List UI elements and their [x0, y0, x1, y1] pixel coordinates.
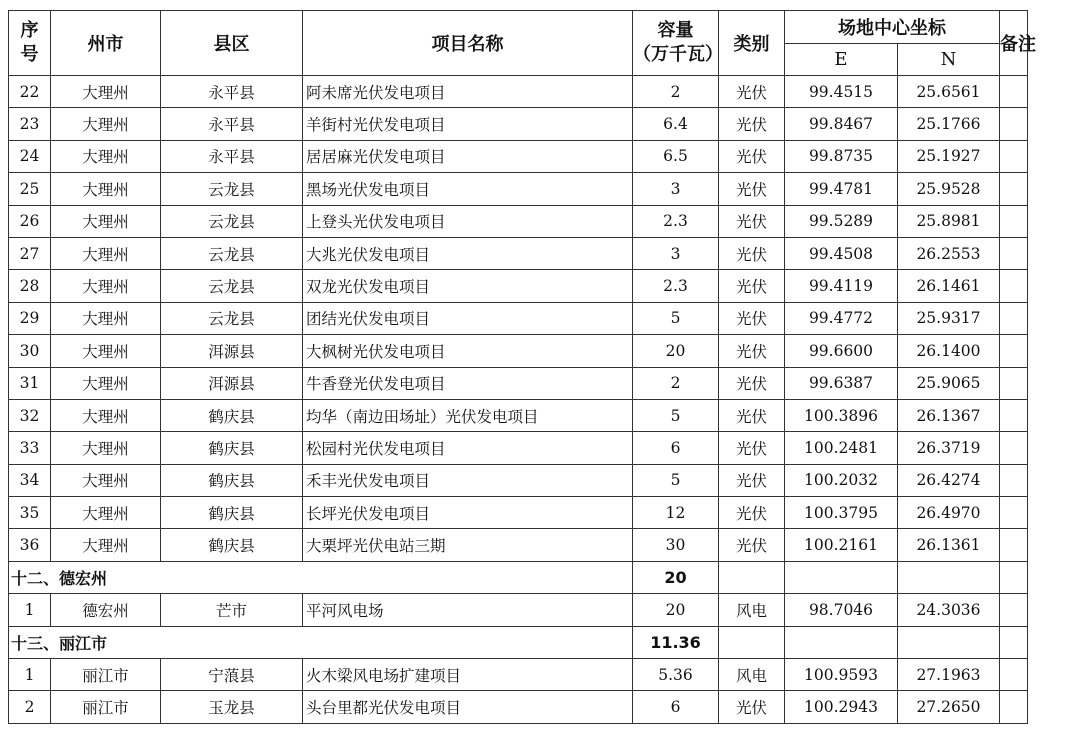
cell-note: [1000, 691, 1028, 723]
cell-capacity: 2.3: [633, 205, 719, 237]
section-empty-n: [898, 561, 1000, 593]
cell-latitude: 26.1400: [898, 335, 1000, 367]
cell-note: [1000, 367, 1028, 399]
cell-note: [1000, 335, 1028, 367]
table-row: [9, 367, 1028, 399]
cell-note: [1000, 108, 1028, 140]
cell-seq: 28: [9, 270, 51, 302]
cell-capacity: 6: [633, 691, 719, 723]
cell-seq: 1: [9, 594, 51, 626]
cell-city: 大理州: [51, 270, 161, 302]
cell-capacity: 3: [633, 237, 719, 269]
table-row: [9, 302, 1028, 334]
cell-capacity: 5.36: [633, 659, 719, 691]
cell-latitude: 24.3036: [898, 594, 1000, 626]
section-empty-type: [719, 626, 785, 658]
cell-capacity: 2: [633, 367, 719, 399]
cell-longitude: 99.6600: [785, 335, 898, 367]
cell-latitude: 25.9065: [898, 367, 1000, 399]
cell-type: 光伏: [719, 432, 785, 464]
cell-latitude: 25.1927: [898, 140, 1000, 172]
cell-county: 鹤庆县: [161, 497, 303, 529]
cell-type: 光伏: [719, 691, 785, 723]
cell-longitude: 99.4508: [785, 237, 898, 269]
cell-project-name: 大栗坪光伏电站三期: [303, 529, 633, 561]
cell-seq: 33: [9, 432, 51, 464]
header-n: N: [898, 44, 1000, 76]
cell-latitude: 26.1461: [898, 270, 1000, 302]
cell-type: 光伏: [719, 399, 785, 431]
cell-project-name: 平河风电场: [303, 594, 633, 626]
cell-seq: 31: [9, 367, 51, 399]
cell-project-name: 长坪光伏发电项目: [303, 497, 633, 529]
cell-note: [1000, 464, 1028, 496]
cell-type: 光伏: [719, 367, 785, 399]
cell-city: 丽江市: [51, 659, 161, 691]
cell-city: 大理州: [51, 108, 161, 140]
cell-type: 光伏: [719, 335, 785, 367]
cell-county: 玉龙县: [161, 691, 303, 723]
section-empty-type: [719, 561, 785, 593]
cell-longitude: 100.2943: [785, 691, 898, 723]
cell-type: 光伏: [719, 464, 785, 496]
cell-note: [1000, 497, 1028, 529]
table-row: [9, 140, 1028, 172]
cell-longitude: 100.3896: [785, 399, 898, 431]
cell-type: 光伏: [719, 237, 785, 269]
table-body: [9, 76, 1028, 724]
cell-type: 风电: [719, 594, 785, 626]
cell-longitude: 99.8467: [785, 108, 898, 140]
header-e: E: [785, 44, 898, 76]
cell-seq: 29: [9, 302, 51, 334]
header-note: 备注: [1000, 11, 1028, 76]
table-row: [9, 205, 1028, 237]
table-row: [9, 76, 1028, 108]
table-row: [9, 173, 1028, 205]
cell-capacity: 6.4: [633, 108, 719, 140]
cell-type: 光伏: [719, 205, 785, 237]
cell-project-name: 火木梁风电场扩建项目: [303, 659, 633, 691]
header-seq: [9, 11, 51, 76]
cell-city: 大理州: [51, 399, 161, 431]
cell-county: 云龙县: [161, 237, 303, 269]
header-county: 县区: [161, 11, 303, 76]
cell-project-name: 大枫树光伏发电项目: [303, 335, 633, 367]
cell-note: [1000, 529, 1028, 561]
cell-longitude: 100.3795: [785, 497, 898, 529]
cell-county: 鹤庆县: [161, 432, 303, 464]
section-row: [9, 626, 1028, 658]
cell-city: 丽江市: [51, 691, 161, 723]
cell-city: 大理州: [51, 302, 161, 334]
cell-longitude: 98.7046: [785, 594, 898, 626]
cell-project-name: 双龙光伏发电项目: [303, 270, 633, 302]
cell-capacity: 30: [633, 529, 719, 561]
table-row: [9, 691, 1028, 723]
cell-county: 宁蒗县: [161, 659, 303, 691]
cell-county: 鹤庆县: [161, 529, 303, 561]
header-seq-line2: 号: [20, 44, 39, 65]
table-row: [9, 464, 1028, 496]
section-total: 20: [633, 561, 719, 593]
cell-latitude: 27.1963: [898, 659, 1000, 691]
cell-capacity: 20: [633, 594, 719, 626]
cell-project-name: 阿未席光伏发电项目: [303, 76, 633, 108]
cell-latitude: 27.2650: [898, 691, 1000, 723]
cell-county: 永平县: [161, 108, 303, 140]
cell-city: 德宏州: [51, 594, 161, 626]
cell-latitude: 25.9528: [898, 173, 1000, 205]
cell-latitude: 25.9317: [898, 302, 1000, 334]
cell-project-name: 均华（南边田场址）光伏发电项目: [303, 399, 633, 431]
cell-city: 大理州: [51, 237, 161, 269]
table-row: [9, 594, 1028, 626]
cell-seq: 36: [9, 529, 51, 561]
table-row: [9, 399, 1028, 431]
header-city: 州市: [51, 11, 161, 76]
cell-project-name: 上登头光伏发电项目: [303, 205, 633, 237]
cell-longitude: 99.4772: [785, 302, 898, 334]
cell-latitude: 25.6561: [898, 76, 1000, 108]
section-total: 11.36: [633, 626, 719, 658]
cell-project-name: 牛香登光伏发电项目: [303, 367, 633, 399]
cell-seq: 25: [9, 173, 51, 205]
cell-seq: 23: [9, 108, 51, 140]
cell-note: [1000, 173, 1028, 205]
cell-note: [1000, 302, 1028, 334]
cell-city: 大理州: [51, 173, 161, 205]
header-capacity-line2: （万千瓦）: [633, 44, 723, 65]
cell-county: 永平县: [161, 140, 303, 172]
cell-county: 云龙县: [161, 270, 303, 302]
cell-latitude: 26.1361: [898, 529, 1000, 561]
cell-city: 大理州: [51, 464, 161, 496]
cell-note: [1000, 399, 1028, 431]
cell-city: 大理州: [51, 205, 161, 237]
cell-longitude: 100.2032: [785, 464, 898, 496]
cell-project-name: 居居麻光伏发电项目: [303, 140, 633, 172]
table-row: [9, 529, 1028, 561]
cell-capacity: 6.5: [633, 140, 719, 172]
header-seq-line1: 序: [20, 20, 39, 41]
section-empty-n: [898, 626, 1000, 658]
cell-latitude: 26.4274: [898, 464, 1000, 496]
cell-city: 大理州: [51, 529, 161, 561]
cell-latitude: 26.4970: [898, 497, 1000, 529]
table-row: [9, 108, 1028, 140]
cell-type: 光伏: [719, 140, 785, 172]
project-table: [8, 10, 1036, 724]
cell-type: 光伏: [719, 173, 785, 205]
cell-county: 芒市: [161, 594, 303, 626]
cell-note: [1000, 140, 1028, 172]
header-type: 类别: [719, 11, 785, 76]
cell-seq: 30: [9, 335, 51, 367]
cell-city: 大理州: [51, 76, 161, 108]
cell-county: 云龙县: [161, 205, 303, 237]
table-row: [9, 237, 1028, 269]
cell-county: 鹤庆县: [161, 399, 303, 431]
cell-project-name: 头台里都光伏发电项目: [303, 691, 633, 723]
cell-longitude: 100.9593: [785, 659, 898, 691]
section-title: 十三、丽江市: [9, 626, 633, 658]
cell-project-name: 大兆光伏发电项目: [303, 237, 633, 269]
cell-city: 大理州: [51, 432, 161, 464]
cell-seq: 34: [9, 464, 51, 496]
cell-type: 光伏: [719, 270, 785, 302]
cell-capacity: 5: [633, 302, 719, 334]
cell-longitude: 99.4781: [785, 173, 898, 205]
cell-city: 大理州: [51, 367, 161, 399]
cell-longitude: 99.6387: [785, 367, 898, 399]
cell-county: 云龙县: [161, 302, 303, 334]
cell-latitude: 25.8981: [898, 205, 1000, 237]
cell-seq: 27: [9, 237, 51, 269]
cell-seq: 24: [9, 140, 51, 172]
cell-note: [1000, 205, 1028, 237]
cell-seq: 1: [9, 659, 51, 691]
cell-type: 光伏: [719, 529, 785, 561]
cell-capacity: 2.3: [633, 270, 719, 302]
header-capacity: [633, 11, 723, 76]
cell-seq: 35: [9, 497, 51, 529]
cell-note: [1000, 432, 1028, 464]
cell-county: 云龙县: [161, 173, 303, 205]
cell-project-name: 羊街村光伏发电项目: [303, 108, 633, 140]
cell-county: 鹤庆县: [161, 464, 303, 496]
cell-capacity: 20: [633, 335, 719, 367]
cell-capacity: 6: [633, 432, 719, 464]
cell-latitude: 26.1367: [898, 399, 1000, 431]
section-empty-e: [785, 561, 898, 593]
section-title: 十二、德宏州: [9, 561, 633, 593]
cell-county: 洱源县: [161, 367, 303, 399]
cell-type: 光伏: [719, 302, 785, 334]
cell-city: 大理州: [51, 497, 161, 529]
cell-type: 光伏: [719, 497, 785, 529]
cell-longitude: 100.2161: [785, 529, 898, 561]
cell-seq: 26: [9, 205, 51, 237]
header-project: 项目名称: [303, 11, 633, 76]
cell-latitude: 25.1766: [898, 108, 1000, 140]
cell-type: 风电: [719, 659, 785, 691]
section-empty-note: [1000, 561, 1028, 593]
table-row: [9, 497, 1028, 529]
cell-longitude: 99.4515: [785, 76, 898, 108]
cell-seq: 2: [9, 691, 51, 723]
table-row: [9, 432, 1028, 464]
cell-latitude: 26.2553: [898, 237, 1000, 269]
cell-county: 洱源县: [161, 335, 303, 367]
cell-longitude: 99.5289: [785, 205, 898, 237]
cell-note: [1000, 237, 1028, 269]
cell-type: 光伏: [719, 108, 785, 140]
cell-capacity: 2: [633, 76, 719, 108]
cell-project-name: 团结光伏发电项目: [303, 302, 633, 334]
cell-note: [1000, 594, 1028, 626]
cell-capacity: 5: [633, 399, 719, 431]
cell-capacity: 3: [633, 173, 719, 205]
header-capacity-line1: 容量: [657, 20, 694, 41]
cell-city: 大理州: [51, 140, 161, 172]
section-row: [9, 561, 1028, 593]
cell-city: 大理州: [51, 335, 161, 367]
cell-county: 永平县: [161, 76, 303, 108]
cell-project-name: 松园村光伏发电项目: [303, 432, 633, 464]
section-empty-e: [785, 626, 898, 658]
section-empty-note: [1000, 626, 1028, 658]
cell-seq: 22: [9, 76, 51, 108]
cell-note: [1000, 270, 1028, 302]
table-row: [9, 335, 1028, 367]
cell-note: [1000, 76, 1028, 108]
header-coords: 场地中心坐标: [785, 11, 1000, 44]
cell-project-name: 禾丰光伏发电项目: [303, 464, 633, 496]
cell-type: 光伏: [719, 76, 785, 108]
cell-note: [1000, 659, 1028, 691]
cell-latitude: 26.3719: [898, 432, 1000, 464]
table-row: [9, 270, 1028, 302]
cell-longitude: 100.2481: [785, 432, 898, 464]
cell-longitude: 99.4119: [785, 270, 898, 302]
cell-longitude: 99.8735: [785, 140, 898, 172]
table-row: [9, 659, 1028, 691]
cell-capacity: 12: [633, 497, 719, 529]
cell-project-name: 黑场光伏发电项目: [303, 173, 633, 205]
table-header: [9, 11, 1036, 76]
cell-seq: 32: [9, 399, 51, 431]
cell-capacity: 5: [633, 464, 719, 496]
